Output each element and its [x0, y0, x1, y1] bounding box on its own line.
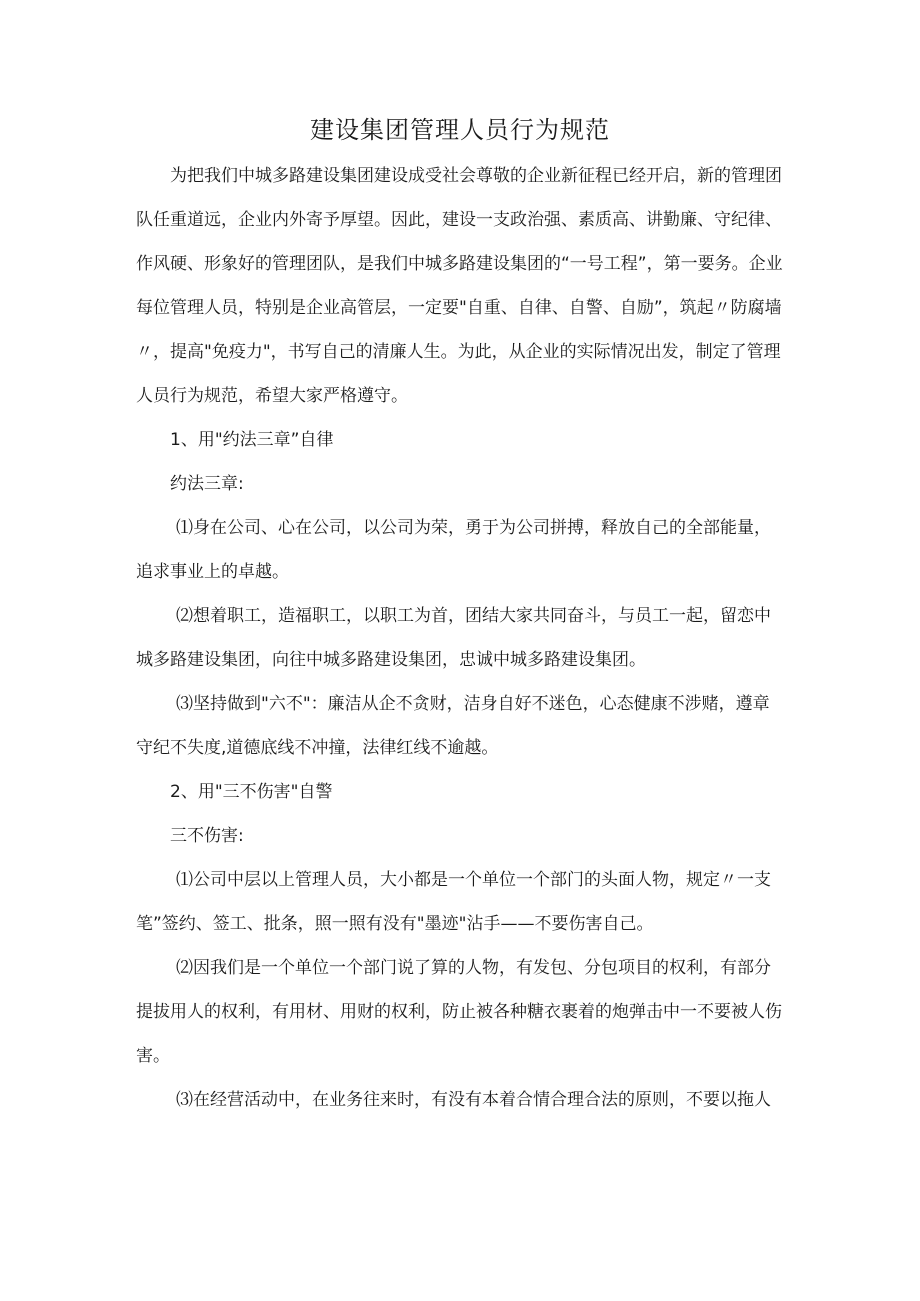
intro-paragraph: 为把我们中城多路建设集团建设成受社会尊敬的企业新征程已经开启，新的管理团队任重道远，企业内外寄予厚望。因此，建设一支政治强、素质高、讲勤廉、守纪律、作风硬、形象好的管理团队，是我们中城多路建设集团的“一号工程”，第一要务。企业每位管理人员，特别是企业高管层，一定要"自重、自律、自警、自励”，筑起〃防腐墙〃，提高"免疫力"，书写自己的清廉人生。为此，从企业的实际情况出发，制定了管理人员行为规范，希望大家严格遵守。 [136, 166, 783, 406]
section-2-item-2: ⑵因我们是一个单位一个部门说了算的人物，有发包、分包项目的权利，有部分提拔用人的权利，有用材、用财的权利，防止被各种糖衣裹着的炮弹击中一不要被人伤害。 [136, 958, 782, 1066]
section-1-item-2: ⑵想着职工，造福职工，以职工为首，团结大家共同奋斗，与员工一起，留恋中城多路建设集团，向往中城多路建设集团，忠诚中城多路建设集团。 [136, 606, 771, 670]
section-1-item-3: ⑶坚持做到"六不"：廉洁从企不贪财，洁身自好不迷色，心态健康不涉赌，遵章守纪不失度,道德底线不冲撞，法律红线不逾越。 [136, 694, 770, 758]
section-2-item-1: ⑴公司中层以上管理人员，大小都是一个单位一个部门的头面人物，规定〃一支笔”签约、签工、批条，照一照有没有"墨迹"沾手——不要伤害自己。 [136, 870, 771, 934]
section-1-subheading: 约法三章: [170, 474, 244, 494]
document-title: 建设集团管理人员行为规范 [310, 116, 610, 144]
section-1-item-1: ⑴身在公司、心在公司，以公司为荣，勇于为公司拼搏，释放自己的全部能量，追求事业上的卓越。 [136, 518, 771, 582]
section-2-item-3: ⑶在经营活动中，在业务往来时，有没有本着合情合理合法的原则，不要以拖人 [176, 1090, 771, 1110]
document-body [136, 154, 786, 1122]
section-2-heading: 2、用"三不伤害"自警 [170, 782, 333, 802]
section-1-heading: 1、用"约法三章”自律 [170, 430, 334, 450]
section-2-subheading: 三不伤害: [170, 826, 244, 846]
